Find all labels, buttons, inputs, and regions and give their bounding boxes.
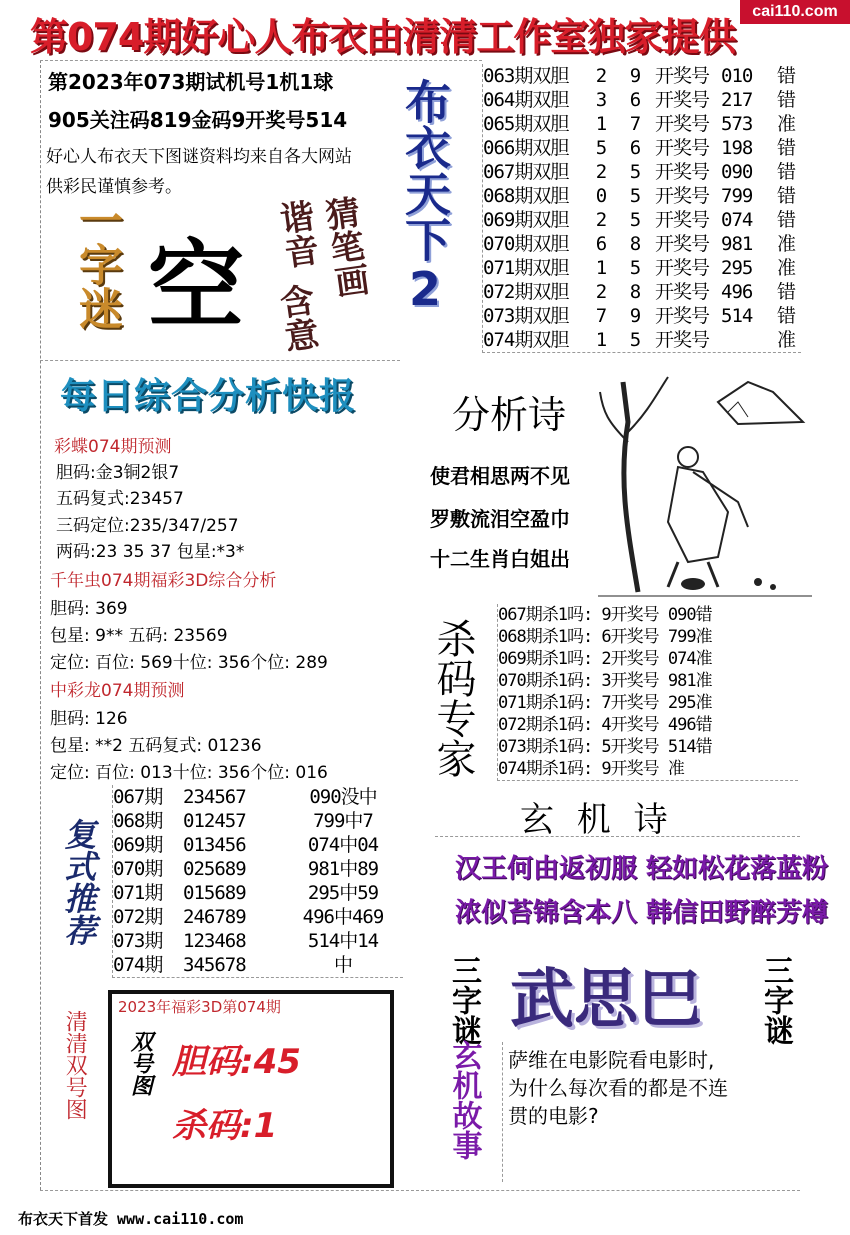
fushi-cell-n: 345678 (183, 954, 246, 976)
fushi-cell-p: 069期 (113, 834, 163, 856)
info-line-1: 第2023年073期试机号1机1球 (48, 70, 334, 94)
double-cell-d1: 3 (595, 89, 607, 111)
double-cell-d1: 2 (595, 281, 607, 303)
kill-table-row: 071期杀1码: 7开奖号 295准 (498, 693, 712, 713)
double-cell-result: 错 (776, 305, 795, 327)
story-line-2: 为什么每次看的都是不连 (508, 1076, 728, 1100)
double-cell-d2: 6 (629, 137, 641, 159)
zhongcai-head: 中彩龙074期预测 (50, 681, 185, 701)
kill-table (497, 604, 798, 781)
story-line-3: 贯的电影? (508, 1104, 599, 1128)
story-line-1: 萨维在电影院看电影时, (508, 1048, 715, 1072)
kill-table-row: 072期杀1码: 4开奖号 496错 (498, 715, 712, 735)
riddle-hint-col3: 猜笔画 (317, 193, 371, 301)
fushi-cell-n: 025689 (183, 858, 246, 880)
fushi-table-row (113, 905, 403, 929)
double-cell-period: 068期双胆 (483, 185, 569, 207)
fushi-cell-r: 514中14 (307, 930, 379, 952)
divider (40, 360, 400, 361)
sanzi-label-left: 三字谜 (446, 955, 481, 1045)
caidie-head: 彩蝶074期预测 (54, 437, 172, 457)
riddle-hint-col2: 含意 (271, 281, 321, 355)
double-cell-num: 074 (721, 209, 753, 231)
fushi-cell-r: 295中59 (307, 882, 379, 904)
double-cell-label: 开奖号 (655, 233, 710, 255)
double-cell-num: 217 (721, 89, 753, 111)
sanzi-main: 武思巴 (510, 963, 702, 1037)
double-cell-d2: 5 (629, 329, 641, 351)
double-cell-label: 开奖号 (655, 137, 710, 159)
fushi-cell-r: 981中89 (307, 858, 379, 880)
double-cell-result: 准 (776, 257, 795, 279)
xuanji-line-1: 汉王何由返初服 轻如松花落蓝粉 (455, 854, 829, 884)
double-table-row (483, 328, 801, 352)
poem-title: 分析诗 (452, 393, 567, 437)
double-cell-result: 错 (776, 281, 795, 303)
fushi-table-row (113, 785, 403, 809)
riddle-label: 一字迷 (71, 198, 122, 330)
double-cell-label: 开奖号 (655, 281, 710, 303)
fushi-table-row (113, 833, 403, 857)
poem-line-3: 十二生肖白姐出 (430, 547, 570, 571)
divider (40, 1190, 800, 1191)
fushi-cell-r: 中 (333, 954, 352, 976)
caidie-line-3: 三码定位:235/347/257 (56, 516, 239, 536)
fushi-cell-r: 074中04 (307, 834, 379, 856)
double-cell-result: 错 (776, 89, 795, 111)
double-cell-d2: 6 (629, 89, 641, 111)
zhongcai-line-1: 胆码: 126 (50, 709, 128, 729)
kill-table-row: 069期杀1吗: 2开奖号 074准 (498, 649, 712, 669)
double-cell-period: 073期双胆 (483, 305, 569, 327)
double-cell-d2: 9 (629, 65, 641, 87)
double-cell-num: 981 (721, 233, 753, 255)
fushi-cell-p: 068期 (113, 810, 163, 832)
brand-vertical: 布衣天下2 (398, 78, 452, 316)
double-cell-d1: 2 (595, 161, 607, 183)
site-badge[interactable]: cai110.com (740, 0, 850, 24)
fushi-cell-n: 013456 (183, 834, 246, 856)
footer-text: 布衣天下首发 www.cai110.com (18, 1210, 244, 1228)
info-line-2: 905关注码819金码9开奖号514 (48, 108, 348, 132)
double-table-row (483, 160, 801, 184)
double-cell-d1: 0 (595, 185, 607, 207)
fushi-cell-p: 071期 (113, 882, 163, 904)
info-line-4: 供彩民谨慎参考。 (46, 177, 182, 197)
double-cell-num: 573 (721, 113, 753, 135)
double-cell-d2: 5 (629, 209, 641, 231)
fushi-table-row (113, 809, 403, 833)
kill-table-row: 070期杀1码: 3开奖号 981准 (498, 671, 712, 691)
fushi-cell-p: 073期 (113, 930, 163, 952)
fushi-table-row (113, 857, 403, 881)
zhongcai-line-2: 包星: **2 五码复式: 01236 (50, 736, 262, 756)
fushi-cell-n: 015689 (183, 882, 246, 904)
double-cell-d1: 1 (595, 113, 607, 135)
poem-line-2: 罗敷流泪空盈巾 (430, 507, 570, 531)
caidie-line-2: 五码复式:23457 (56, 489, 184, 509)
double-cell-period: 067期双胆 (483, 161, 569, 183)
fushi-cell-r: 496中469 (302, 906, 384, 928)
fushi-cell-p: 072期 (113, 906, 163, 928)
kill-table-row: 068期杀1吗: 6开奖号 799准 (498, 627, 712, 647)
shuanghao-sha: 杀码:1 (172, 1106, 278, 1146)
double-cell-result: 错 (776, 161, 795, 183)
double-cell-period: 064期双胆 (483, 89, 569, 111)
double-table-row (483, 64, 801, 88)
double-cell-d2: 5 (629, 161, 641, 183)
double-table-row (483, 304, 801, 328)
double-cell-result: 错 (776, 65, 795, 87)
double-cell-d2: 9 (629, 305, 641, 327)
qiannian-line-2: 包星: 9** 五码: 23569 (50, 626, 228, 646)
fushi-table-row (113, 953, 403, 977)
fushi-table-row (113, 881, 403, 905)
shuanghao-vertical: 双号图 (127, 1030, 153, 1096)
double-cell-label: 开奖号 (655, 257, 710, 279)
divider (40, 60, 482, 61)
double-table-row (483, 112, 801, 136)
riddle-hint-col1: 谐音 (271, 197, 321, 271)
caidie-line-4: 两码:23 35 37 包星:*3* (56, 542, 245, 562)
double-cell-d1: 1 (595, 329, 607, 351)
qiannian-head: 千年虫074期福彩3D综合分析 (50, 571, 277, 591)
double-cell-label: 开奖号 (655, 113, 710, 135)
illustration-figure (598, 362, 812, 598)
double-table-row (483, 208, 801, 232)
double-cell-result: 准 (776, 113, 795, 135)
double-cell-num: 496 (721, 281, 753, 303)
fushi-cell-p: 067期 (113, 786, 163, 808)
caidie-line-1: 胆码:金3铜2银7 (56, 463, 180, 483)
double-cell-d2: 8 (629, 233, 641, 255)
double-cell-num: 090 (721, 161, 753, 183)
fushi-cell-n: 246789 (183, 906, 246, 928)
kill-table-row: 073期杀1码: 5开奖号 514错 (498, 737, 712, 757)
double-table-row (483, 136, 801, 160)
double-cell-result: 错 (776, 137, 795, 159)
double-cell-num: 295 (721, 257, 753, 279)
fushi-cell-n: 234567 (183, 786, 246, 808)
page-title: 第074期好心人布衣由清清工作室独家提供 (30, 15, 736, 59)
sanzi-label-right: 三字谜 (758, 955, 793, 1045)
double-table-row (483, 88, 801, 112)
zhongcai-line-3: 定位: 百位: 013十位: 356个位: 016 (50, 763, 328, 783)
riddle-main-char: 空 (148, 229, 244, 342)
xuanji-title: 玄 机 诗 (520, 800, 674, 840)
shuanghao-box-title: 2023年福彩3D第074期 (118, 998, 281, 1016)
daily-report-banner: 每日综合分析快报 (60, 376, 357, 417)
double-cell-label: 开奖号 (655, 185, 710, 207)
double-cell-period: 069期双胆 (483, 209, 569, 231)
fushi-label: 复式推荐 (59, 818, 98, 946)
qiannian-line-1: 胆码: 369 (50, 599, 128, 619)
fushi-cell-p: 070期 (113, 858, 163, 880)
double-cell-d1: 2 (595, 65, 607, 87)
kill-table-row: 067期杀1吗: 9开奖号 090错 (498, 605, 712, 625)
double-cell-period: 071期双胆 (483, 257, 569, 279)
fushi-cell-r: 090没中 (309, 786, 377, 808)
double-cell-period: 074期双胆 (483, 329, 569, 351)
double-table-row (483, 184, 801, 208)
double-table-row (483, 280, 801, 304)
fushi-cell-n: 123468 (183, 930, 246, 952)
shuanghao-side-label: 清清双号图 (62, 1010, 88, 1120)
double-cell-label: 开奖号 (655, 305, 710, 327)
double-cell-label: 开奖号 (655, 329, 710, 351)
double-cell-num: 010 (721, 65, 753, 87)
double-cell-label: 开奖号 (655, 65, 710, 87)
double-cell-d2: 5 (629, 257, 641, 279)
fushi-cell-r: 799中7 (313, 810, 373, 832)
fushi-table-row (113, 929, 403, 953)
divider (435, 836, 800, 837)
double-table-row (483, 256, 801, 280)
info-line-3: 好心人布衣天下图谜资料均来自各大网站 (46, 147, 352, 167)
double-cell-period: 065期双胆 (483, 113, 569, 135)
story-label: 玄机故事 (446, 1040, 482, 1160)
double-cell-period: 072期双胆 (483, 281, 569, 303)
double-cell-result: 错 (776, 209, 795, 231)
double-cell-label: 开奖号 (655, 89, 710, 111)
kill-table-row: 074期杀1码: 9开奖号 准 (498, 759, 684, 779)
double-cell-num: 799 (721, 185, 753, 207)
poem-line-1: 使君相思两不见 (430, 464, 570, 488)
double-cell-d1: 5 (595, 137, 607, 159)
double-cell-d1: 7 (595, 305, 607, 327)
double-cell-num: 198 (721, 137, 753, 159)
qiannian-line-3: 定位: 百位: 569十位: 356个位: 289 (50, 653, 328, 673)
double-table-row (483, 232, 801, 256)
double-cell-label: 开奖号 (655, 161, 710, 183)
double-cell-result: 准 (776, 329, 795, 351)
double-cell-d2: 8 (629, 281, 641, 303)
double-cell-d2: 7 (629, 113, 641, 135)
fushi-cell-n: 012457 (183, 810, 246, 832)
double-cell-period: 070期双胆 (483, 233, 569, 255)
shuanghao-dan: 胆码:45 (172, 1042, 301, 1082)
double-cell-d1: 6 (595, 233, 607, 255)
double-cell-result: 准 (776, 233, 795, 255)
double-cell-d1: 2 (595, 209, 607, 231)
kill-label: 杀码专家 (430, 618, 476, 778)
double-cell-d2: 5 (629, 185, 641, 207)
double-cell-period: 066期双胆 (483, 137, 569, 159)
double-cell-num: 514 (721, 305, 753, 327)
fushi-table (112, 785, 403, 978)
double-dan-table (482, 64, 801, 353)
double-cell-d1: 1 (595, 257, 607, 279)
xuanji-line-2: 浓似苔锦含本八 韩信田野醉芳樽 (455, 898, 829, 928)
double-cell-result: 错 (776, 185, 795, 207)
fushi-cell-p: 074期 (113, 954, 163, 976)
double-cell-label: 开奖号 (655, 209, 710, 231)
double-cell-period: 063期双胆 (483, 65, 569, 87)
